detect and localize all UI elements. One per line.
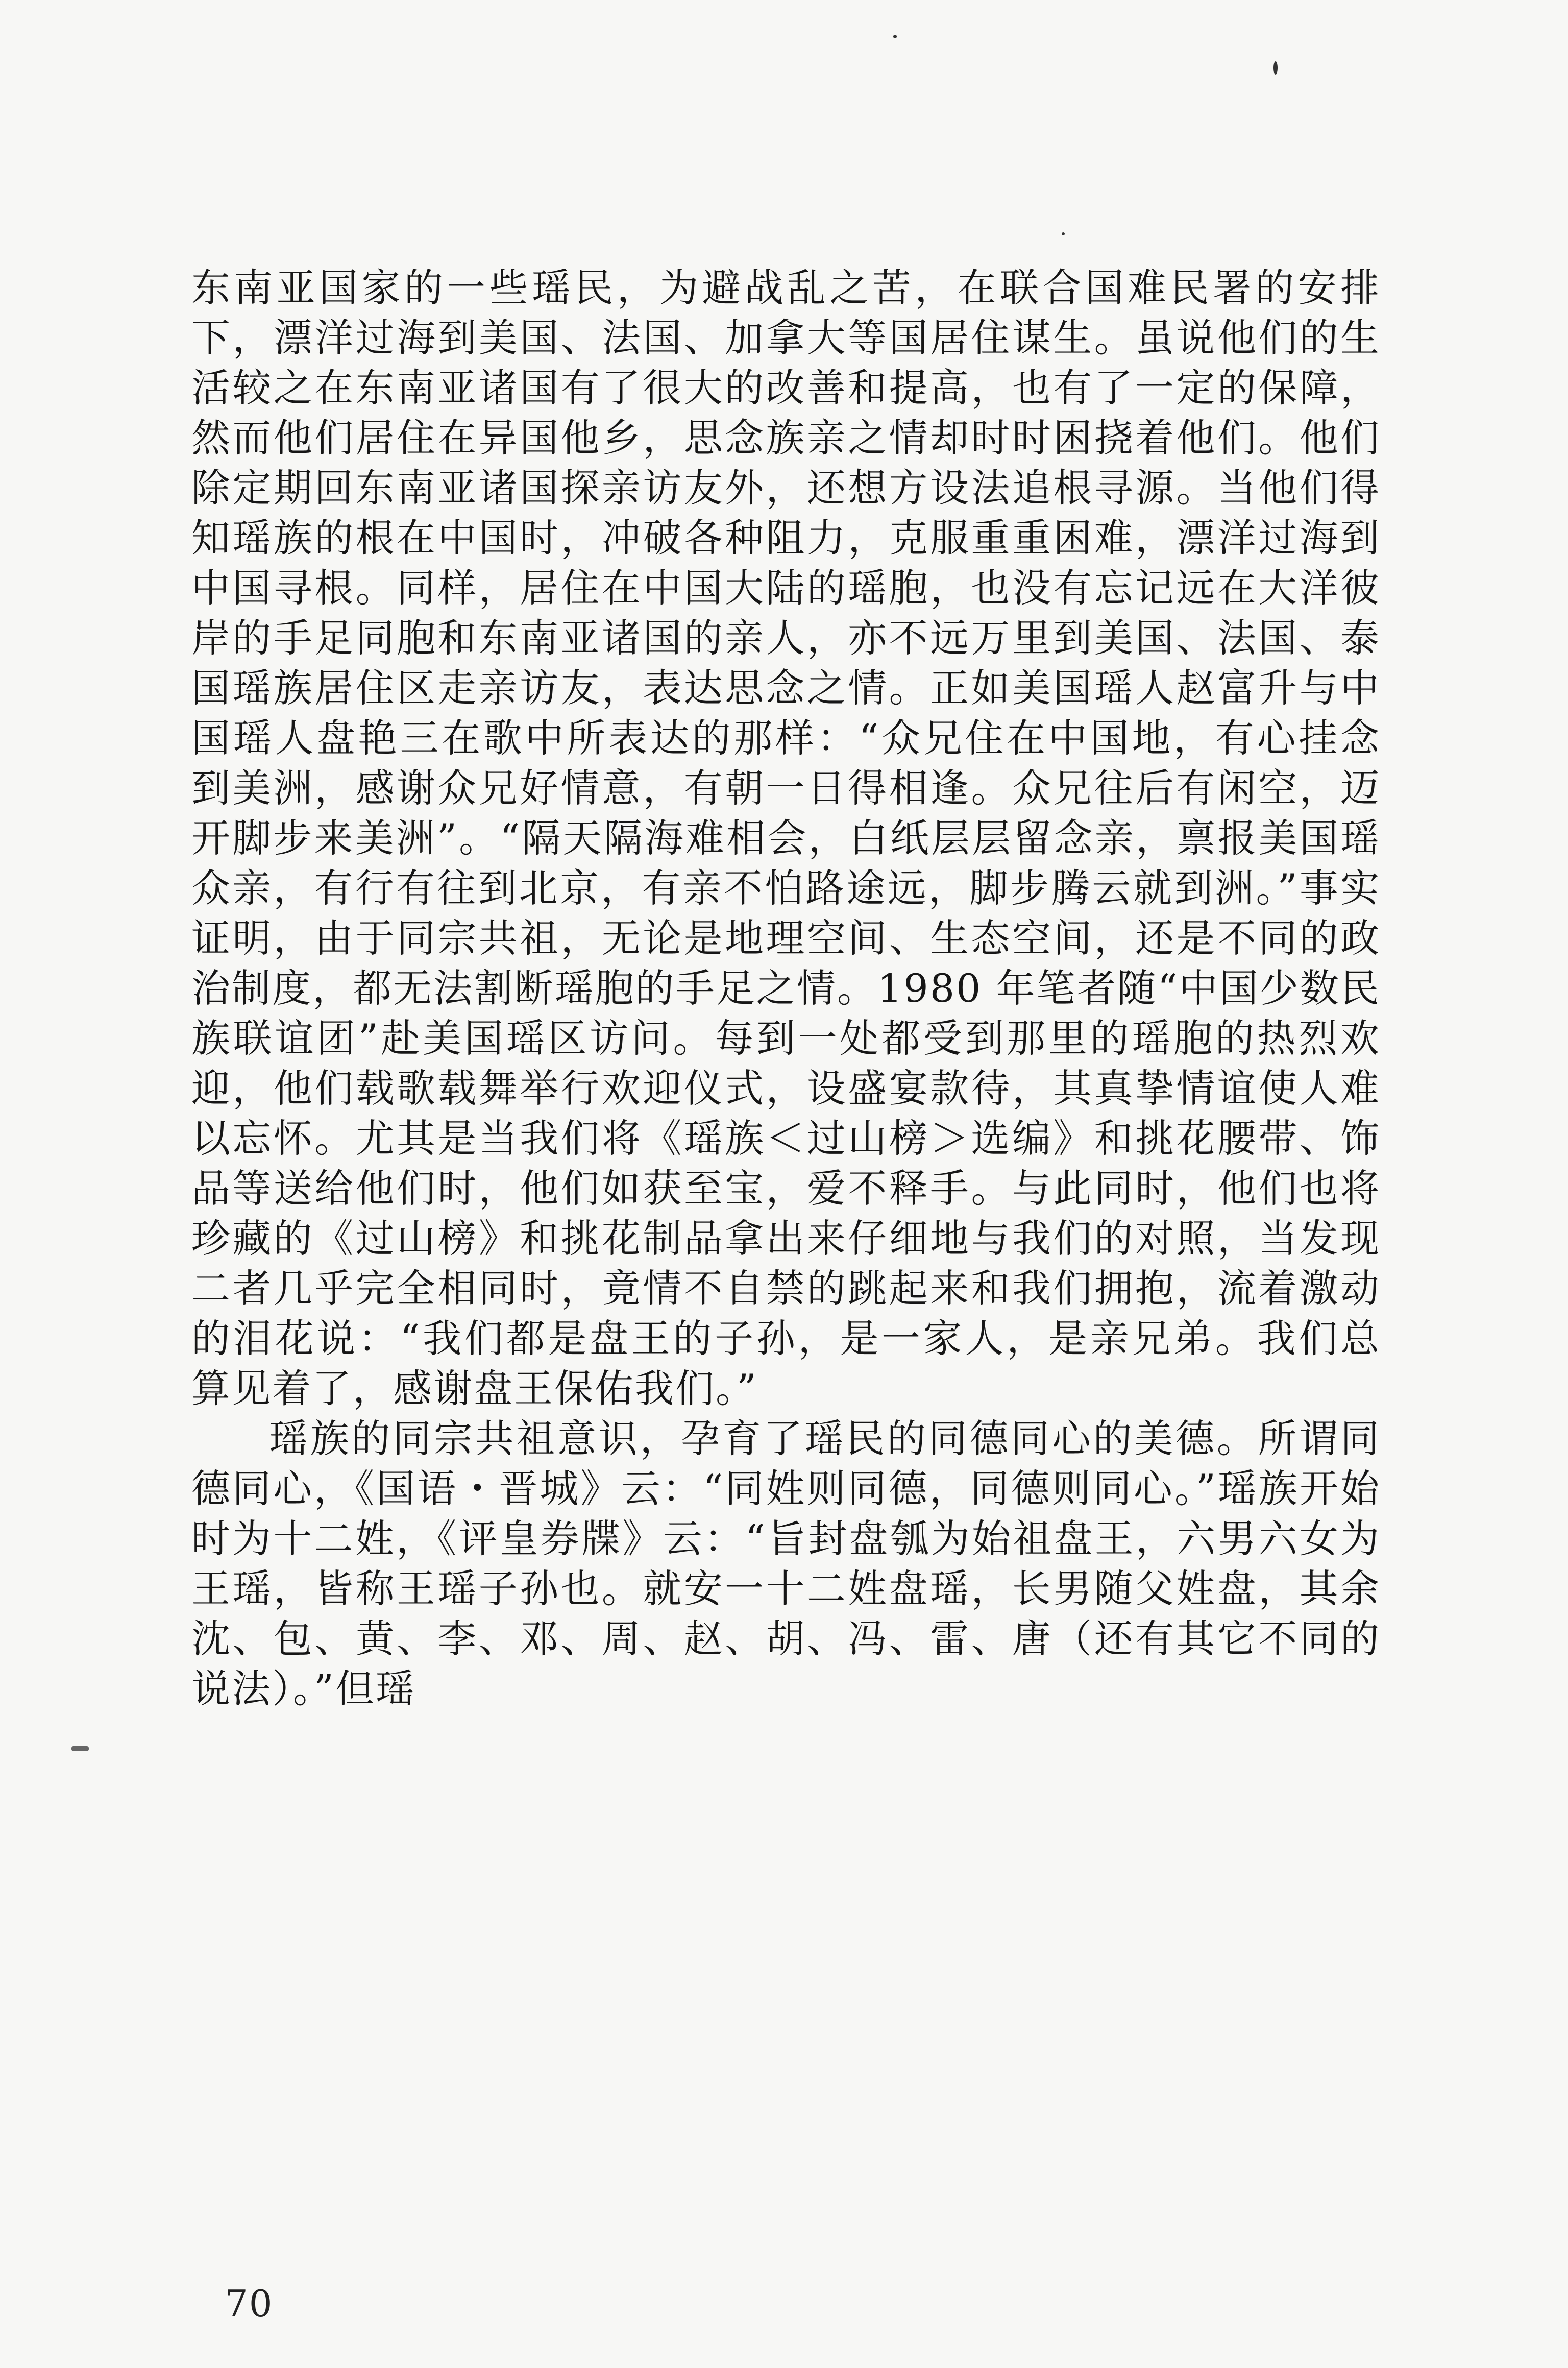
paragraph-1: 东南亚国家的一些瑶民，为避战乱之苦，在联合国难民署的安排下，漂洋过海到美国、法国、加拿大等国居住谋生。虽说他们的生活较之在东南亚诸国有了很大的改善和提高，也有了一定的保障，然而他们居住在异国他乡，思念族亲之情却时时困挠着他们。他们除定期回东南亚诸国探亲访友外，还想方设法追根寻源。当他们得知瑶族的根在中国时，冲破各种阻力，克服重重困难，漂洋过海到中国寻根。同样，居住在中国大陆的瑶胞，也没有忘记远在大洋彼岸的手足同胞和东南亚诸国的亲人，亦不远万里到美国、法国、泰国瑶族居住区走亲访友，表达思念之情。正如美国瑶人赵富升与中国瑶人盘艳三在歌中所表达的那样：“众兄住在中国地，有心挂念到美洲，感谢众兄好情意，有朝一日得相逢。众兄往后有闲空，迈开脚步来美洲”。“隔天隔海难相会，白纸层层留念亲，禀报美国瑶众亲，有行有往到北京，有亲不怕路途远，脚步腾云就到洲。”事实证明，由于同宗共祖，无论是地理空间、生态空间，还是不同的政治制度，都无法割断瑶胞的手足之情。1980 年笔者随“中国少数民族联谊团”赴美国瑶区访问。每到一处都受到那里的瑶胞的热烈欢迎，他们载歌载舞举行欢迎仪式，设盛宴款待，其真挚情谊使人难以忘怀。尤其是当我们将《瑶族＜过山榜＞选编》和挑花腰带、饰品等送给他们时，他们如获至宝，爱不释手。与此同时，他们也将珍藏的《过山榜》和挑花制品拿出来仔细地与我们的对照，当发现二者几乎完全相同时，竟情不自禁的跳起来和我们拥抱，流着激动的泪花说：“我们都是盘王的子孙，是一家人，是亲兄弟。我们总算见着了，感谢盘王保佑我们。” <box>191 265 1381 1411</box>
page-number: 70 <box>225 2282 274 2325</box>
ink-speck <box>893 35 897 38</box>
ink-speck <box>1273 61 1278 75</box>
ink-speck <box>1062 232 1065 235</box>
paragraph-2: 瑶族的同宗共祖意识，孕育了瑶民的同德同心的美德。所谓同德同心，《国语・晋城》云：“同姓则同德，同德则同心。”瑶族开始时为十二姓，《评皇券牒》云：“旨封盘瓠为始祖盘王，六男六女为王瑶，皆称王瑶子孙也。就安一十二姓盘瑶，长男随父姓盘，其余沈、包、黄、李、邓、周、赵、胡、冯、雷、唐（还有其它不同的说法）。”但瑶 <box>191 1416 1381 1711</box>
ink-speck <box>71 1746 89 1751</box>
body-text <box>191 263 1381 1714</box>
